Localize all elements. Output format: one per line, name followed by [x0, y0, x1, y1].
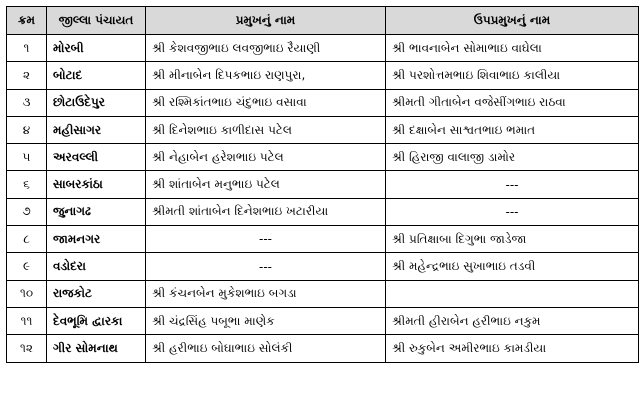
table-row	[7, 335, 639, 362]
district-cell: બોટાદ	[47, 62, 146, 89]
vice-president-cell	[386, 280, 639, 307]
president-cell: શ્રી શાંતાબેન મનુભાઇ પટેલ	[146, 171, 386, 198]
president-cell: શ્રી દિનેશભાઇ કાળીદાસ પટેલ	[146, 116, 386, 143]
vice-president-cell: શ્રી પરશોત્તમભાઇ શિવાભાઇ કાલીયા	[386, 62, 639, 89]
vice-president-cell: શ્રીમતી ગીતાબેન વજેસીંગભાઇ રાઠવા	[386, 89, 639, 116]
president-cell: શ્રી નેહાબેન હરેશભાઇ પટેલ	[146, 144, 386, 171]
table-row	[7, 307, 639, 334]
president-cell: ---	[146, 226, 386, 253]
vice-president-cell: શ્રી ભાવનાબેન સોમાભાઇ વાઘેલા	[386, 35, 639, 62]
header-president: પ્રમુખનું નામ	[146, 7, 386, 35]
table-row	[7, 198, 639, 225]
table-row	[7, 144, 639, 171]
district-panchayat-table	[6, 6, 639, 363]
district-cell: સાબરકાંઠા	[47, 171, 146, 198]
president-cell: શ્રી ચંદ્રસિંહ પબૂભા માણેક	[146, 307, 386, 334]
district-cell: વડોદરા	[47, 253, 146, 280]
table-row	[7, 89, 639, 116]
table-row	[7, 280, 639, 307]
president-cell: શ્રી રશ્મિકાંતભાઇ ચંદુભાઇ વસાવા	[146, 89, 386, 116]
president-cell: શ્રીમતી શાંતાબેન દિનેશભાઇ ખટારીયા	[146, 198, 386, 225]
table-row	[7, 35, 639, 62]
table-row	[7, 62, 639, 89]
president-cell: શ્રી હરીભાઇ બોઘાભાઇ સોલંકી	[146, 335, 386, 362]
serial-cell: ૮	[7, 226, 47, 253]
table-row	[7, 253, 639, 280]
district-cell: છોટાઉદેપુર	[47, 89, 146, 116]
vice-president-cell: શ્રી પ્રતિક્ષાબા દિગુભા જાડેજા	[386, 226, 639, 253]
table-row	[7, 116, 639, 143]
president-cell: શ્રી મીનાબેન દિપકભાઇ રાણપુરા,	[146, 62, 386, 89]
serial-cell: ૪	[7, 116, 47, 143]
serial-cell: ૫	[7, 144, 47, 171]
president-cell: ---	[146, 253, 386, 280]
table-row	[7, 171, 639, 198]
president-cell: શ્રી કેશવજીભાઇ લવજીભાઇ રૈયાણી	[146, 35, 386, 62]
district-cell: અરવલ્લી	[47, 144, 146, 171]
table-body	[7, 35, 639, 363]
header-district: જીલ્લા પંચાયત	[47, 7, 146, 35]
district-cell: દેવભૂમિ દ્વારકા	[47, 307, 146, 334]
district-cell: મોરબી	[47, 35, 146, 62]
president-cell: શ્રી કંચનબેન મુકેશભાઇ બગડા	[146, 280, 386, 307]
vice-president-cell: શ્રી મહેન્દ્રભાઇ સુખાભાઇ તડવી	[386, 253, 639, 280]
vice-president-cell: શ્રીમતી હીરાબેન હરીભાઇ નકુમ	[386, 307, 639, 334]
serial-cell: ૧૨	[7, 335, 47, 362]
serial-cell: ૯	[7, 253, 47, 280]
vice-president-cell: શ્રી દક્ષાબેન સાશ્વતભાઇ ભમાત	[386, 116, 639, 143]
serial-cell: ૧૧	[7, 307, 47, 334]
district-panchayat-table-container	[6, 6, 638, 363]
serial-cell: ૨	[7, 62, 47, 89]
district-cell: મહીસાગર	[47, 116, 146, 143]
serial-cell: ૧	[7, 35, 47, 62]
header-row	[7, 7, 639, 35]
serial-cell: ૩	[7, 89, 47, 116]
vice-president-cell: શ્રી રુકુબેન અમીરભાઇ કામડીયા	[386, 335, 639, 362]
district-cell: જામનગર	[47, 226, 146, 253]
vice-president-cell: ---	[386, 171, 639, 198]
district-cell: જુનાગઢ	[47, 198, 146, 225]
vice-president-cell: શ્રી હિરાજી વાલાજી ડામોર	[386, 144, 639, 171]
serial-cell: ૭	[7, 198, 47, 225]
header-serial: ક્રમ	[7, 7, 47, 35]
table-row	[7, 226, 639, 253]
district-cell: ગીર સોમનાથ	[47, 335, 146, 362]
header-vice-president: ઉપપ્રમુખનું નામ	[386, 7, 639, 35]
serial-cell: ૧૦	[7, 280, 47, 307]
serial-cell: ૬	[7, 171, 47, 198]
district-cell: રાજકોટ	[47, 280, 146, 307]
vice-president-cell: ---	[386, 198, 639, 225]
table-header	[7, 7, 639, 35]
